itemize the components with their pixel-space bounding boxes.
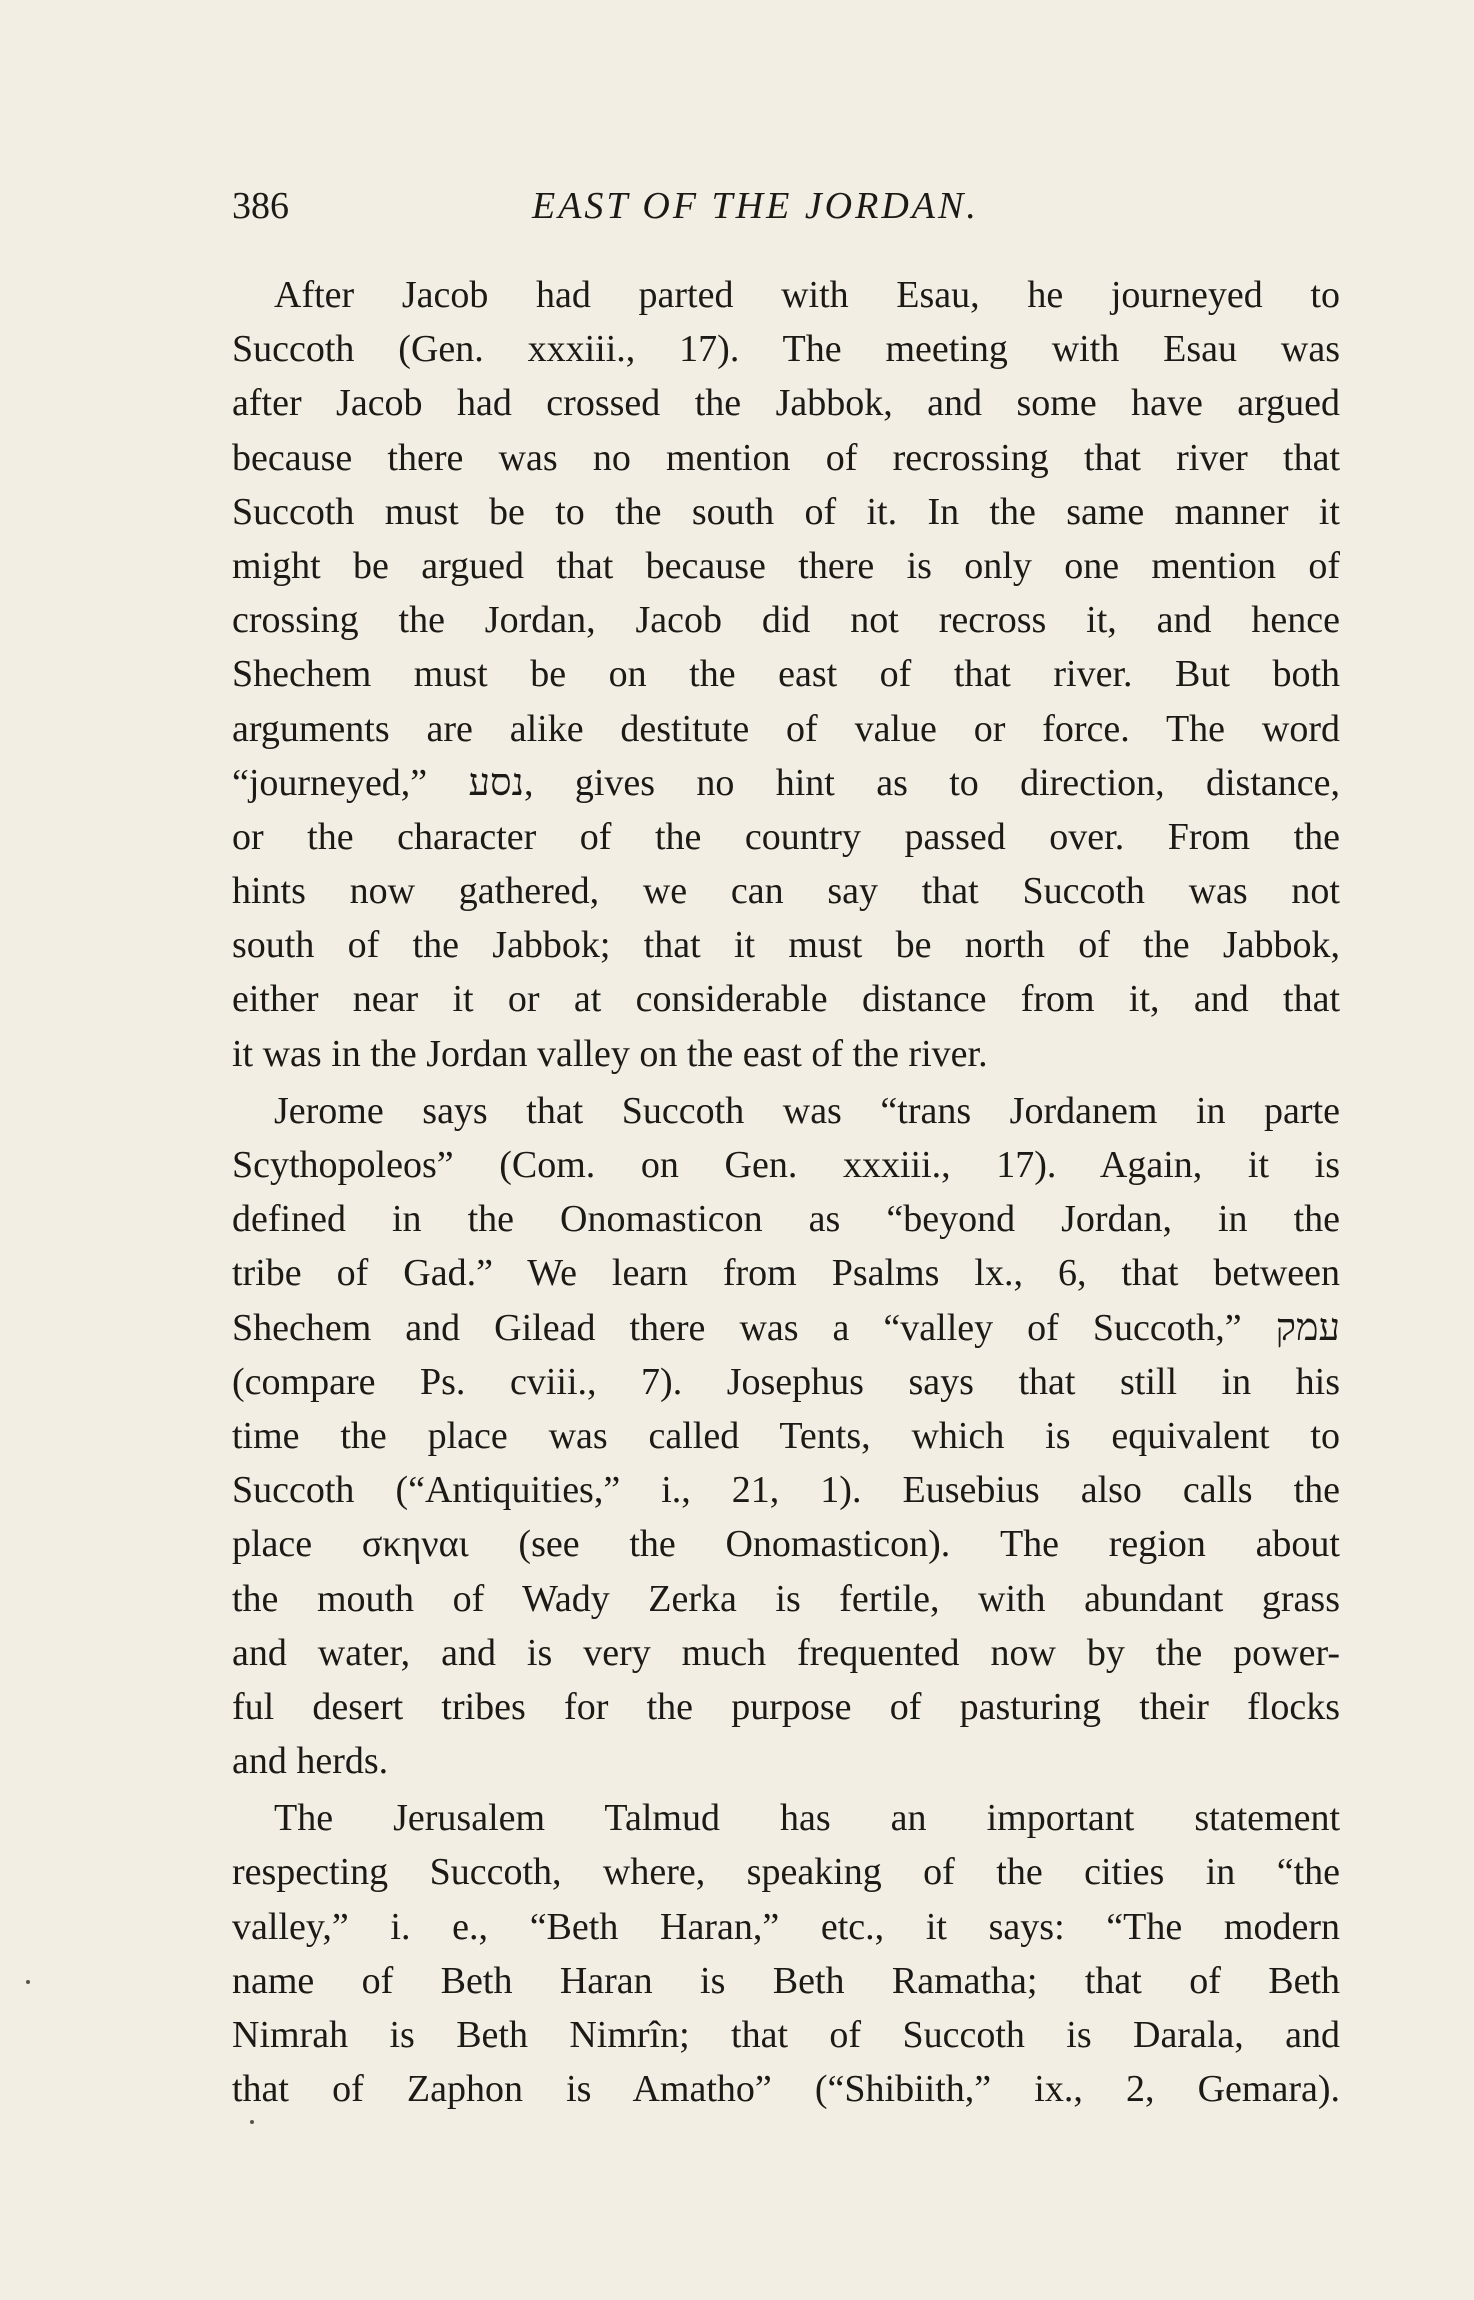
text-line: and water, and is very much frequented now by the power- (232, 1631, 1340, 1674)
page-header (232, 176, 1340, 236)
text-line: (compare Ps. cviii., 7). Josephus says that still in his (232, 1360, 1340, 1403)
text-line: Succoth (Gen. xxxiii., 17). The meeting with Esau was (232, 328, 1340, 371)
text-line: after Jacob had crossed the Jabbok, and some have argued (232, 382, 1340, 425)
page-number: 386 (232, 185, 289, 227)
text-line: that of Zaphon is Amatho” (“Shibiith,” ix., 2, Gemara). (232, 2068, 1340, 2111)
text-line: or the character of the country passed over. From the (232, 815, 1340, 858)
text-line: and herds. (232, 1740, 389, 1783)
page-body (232, 268, 1340, 2116)
text-line: respecting Succoth, where, speaking of the cities in “the (232, 1851, 1340, 1894)
text-line: Jerome says that Succoth was “trans Jordanem in parte (274, 1089, 1340, 1132)
text-line: either near it or at considerable distance from it, and that (232, 978, 1340, 1021)
text-line: because there was no mention of recrossing that river that (232, 436, 1340, 479)
text-line: After Jacob had parted with Esau, he journeyed to (274, 274, 1340, 316)
text-line: the mouth of Wady Zerka is fertile, with abundant grass (232, 1577, 1340, 1620)
text-line: it was in the Jordan valley on the east of the river. (232, 1032, 988, 1075)
text-line: Shechem and Gilead there was a “valley of Succoth,” עמק (232, 1306, 1340, 1349)
text-line: crossing the Jordan, Jacob did not recross it, and hence (232, 599, 1340, 642)
paragraph-1 (232, 268, 1340, 1081)
text-line: tribe of Gad.” We learn from Psalms lx., 6, that between (232, 1252, 1340, 1295)
text-line: valley,” i. e., “Beth Haran,” etc., it says: “The modern (232, 1905, 1340, 1948)
text-line: “journeyed,” נסע, gives no hint as to direction, distance, (232, 761, 1340, 804)
text-line: Shechem must be on the east of that river. But both (232, 653, 1340, 696)
paragraph-2 (232, 1084, 1340, 1788)
paragraph-3 (232, 1791, 1340, 2116)
text-line: might be argued that because there is only one mention of (232, 544, 1340, 587)
text-line: hints now gathered, we can say that Succoth was not (232, 870, 1340, 913)
text-line: arguments are alike destitute of value or force. The word (232, 707, 1340, 750)
text-line: ful desert tribes for the purpose of pasturing their flocks (232, 1685, 1340, 1728)
paper-speck (26, 1980, 30, 1984)
text-line: The Jerusalem Talmud has an important statement (274, 1797, 1340, 1840)
text-line: south of the Jabbok; that it must be north of the Jabbok, (232, 924, 1340, 967)
text-line: Succoth must be to the south of it. In the same manner it (232, 490, 1340, 533)
text-line: place σκηναι (see the Onomasticon). The region about (232, 1523, 1340, 1566)
running-title: EAST OF THE JORDAN. (532, 185, 979, 227)
text-line: Nimrah is Beth Nimrîn; that of Succoth is Darala, and (232, 2014, 1340, 2056)
text-line: time the place was called Tents, which is equivalent to (232, 1414, 1340, 1457)
text-line: defined in the Onomasticon as “beyond Jordan, in the (232, 1198, 1340, 1241)
text-line: Scythopoleos” (Com. on Gen. xxxiii., 17). Again, it is (232, 1144, 1340, 1186)
paper-speck (250, 2120, 254, 2124)
text-line: Succoth (“Antiquities,” i., 21, 1). Eusebius also calls the (232, 1469, 1340, 1512)
text-line: name of Beth Haran is Beth Ramatha; that of Beth (232, 1959, 1340, 2002)
